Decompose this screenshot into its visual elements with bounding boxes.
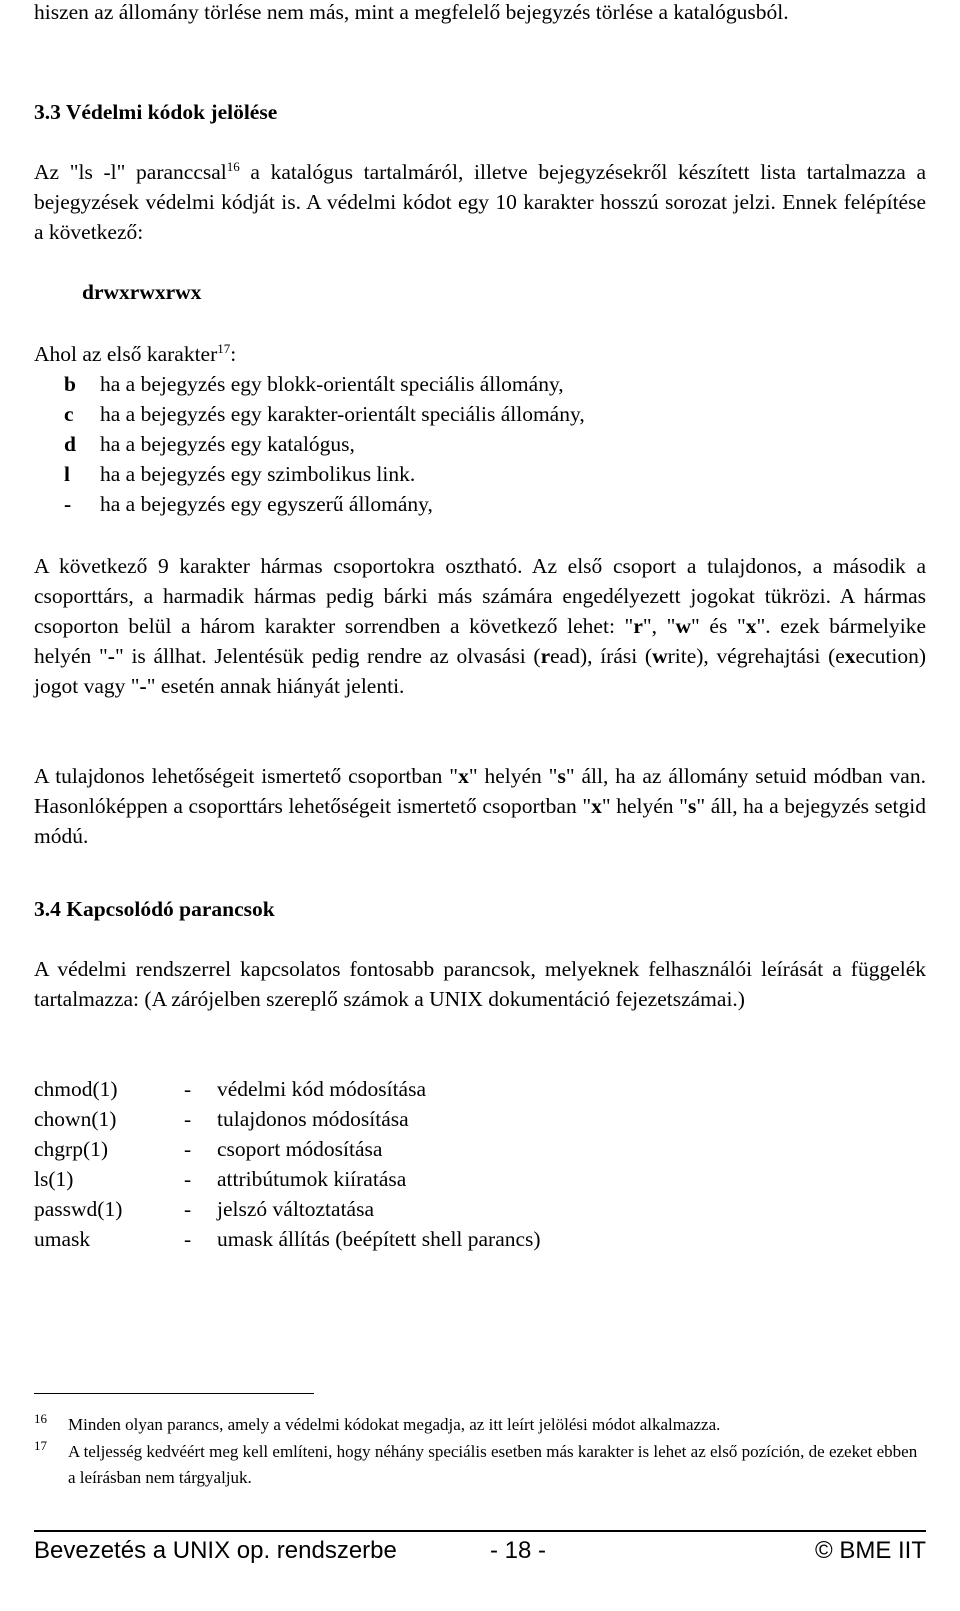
write-bold: w bbox=[652, 644, 668, 668]
section-3-4-paragraph: A védelmi rendszerrel kapcsolatos fontosabb parancsok, melyeknek felhasználói leírását a függelék tartalmazza: (A zárójelben szereplő számok a UNIX dokumentáció fejezetszámai.) bbox=[34, 957, 926, 1011]
para1-text-b: a katalógus tartalmáról, illetve bejegyzésekről készített lista tartalmazza a bejegyzések védelmi kódját is. A védelmi kódot egy 10 karakter hosszú sorozat jelzi. Ennek felépítése a következő: bbox=[34, 160, 926, 244]
para2-text: " is állhat. Jelentésük pedig rendre az olvasási ( bbox=[114, 644, 541, 668]
command-name: passwd(1) bbox=[34, 1197, 123, 1221]
file-type-char: b bbox=[64, 372, 76, 396]
file-type-desc: ha a bejegyzés egy blokk-orientált speciális állomány, bbox=[100, 372, 564, 396]
command-name: ls(1) bbox=[34, 1167, 74, 1191]
x-letter: x bbox=[458, 764, 469, 788]
file-type-char: - bbox=[64, 492, 72, 516]
file-type-row-l bbox=[64, 459, 415, 489]
exec-bold: x bbox=[844, 644, 856, 668]
file-type-row-dash bbox=[64, 489, 433, 519]
command-dash: - bbox=[184, 1197, 192, 1221]
command-desc: csoport módosítása bbox=[217, 1137, 383, 1161]
para3-text: " helyén " bbox=[468, 764, 558, 788]
para3-text: " áll, ha az állomány setuid módban van. Hasonlóképpen a csoporttárs lehetőségeit ismertető csoportban " bbox=[34, 764, 926, 818]
command-row bbox=[34, 1104, 409, 1134]
dash-letter: - bbox=[107, 644, 115, 668]
para3-text: " áll, ha a bejegyzés setgid módú. bbox=[34, 794, 926, 848]
read-bold: r bbox=[540, 644, 551, 668]
section-3-3-paragraph-1 bbox=[34, 157, 926, 247]
command-name: chmod(1) bbox=[34, 1077, 118, 1101]
page-footer bbox=[34, 1537, 926, 1567]
command-desc: tulajdonos módosítása bbox=[217, 1107, 409, 1131]
section-3-3-paragraph-2 bbox=[34, 551, 926, 701]
first-char-intro-text: Ahol az első karakter bbox=[34, 342, 218, 366]
intro-paragraph-tail: hiszen az állomány törlése nem más, mint a megfelelő bejegyzés törlése a katalógusból. bbox=[34, 0, 789, 24]
footer-title: Bevezetés a UNIX op. rendszerbe bbox=[34, 1537, 397, 1564]
footnote-text: Minden olyan parancs, amely a védelmi kódokat megadja, az itt leírt jelölési módot alkalmazza. bbox=[68, 1415, 721, 1434]
footnote-number: 16 bbox=[34, 1411, 47, 1426]
command-dash: - bbox=[184, 1167, 192, 1191]
write-letter: w bbox=[675, 614, 691, 638]
read-letter: r bbox=[633, 614, 643, 638]
command-row bbox=[34, 1164, 406, 1194]
command-desc: jelszó változtatása bbox=[217, 1197, 374, 1221]
command-name: chgrp(1) bbox=[34, 1137, 109, 1161]
footnote-ref-17: 17 bbox=[217, 340, 231, 356]
para2-text: A következő 9 karakter hármas csoportokra osztható. Az első csoport a tulajdonos, a második a csoporttárs, a harmadik hármas pedig bárki más számára engedélyezett jogokat tükrözi. A hármas csoporton belül a három karakter sorrendben a következő lehet: " bbox=[34, 554, 926, 638]
permission-code-example: drwxrwxrwx bbox=[82, 280, 202, 304]
para2-text: ecution) jogot vagy " bbox=[34, 644, 926, 698]
footnote-separator bbox=[34, 1393, 314, 1394]
file-type-char: l bbox=[64, 462, 70, 486]
section-heading-3-4: 3.4 Kapcsolódó parancsok bbox=[34, 897, 275, 921]
footnote-17 bbox=[34, 1439, 926, 1491]
s-letter: s bbox=[687, 794, 697, 818]
para1-text-a: Az "ls -l" paranccsal bbox=[34, 160, 227, 184]
command-row bbox=[34, 1194, 374, 1224]
command-dash: - bbox=[184, 1107, 192, 1131]
command-row bbox=[34, 1134, 382, 1164]
section-heading-3-3: 3.3 Védelmi kódok jelölése bbox=[34, 100, 278, 124]
para3-text: A tulajdonos lehetőségeit ismertető csoportban " bbox=[34, 764, 459, 788]
para2-text: rite), végrehajtási (e bbox=[667, 644, 845, 668]
para2-text: " és " bbox=[691, 614, 746, 638]
file-type-desc: ha a bejegyzés egy egyszerű állomány, bbox=[100, 492, 433, 516]
para2-text: ead), írási ( bbox=[550, 644, 653, 668]
file-type-desc: ha a bejegyzés egy karakter-orientált speciális állomány, bbox=[100, 402, 585, 426]
first-char-colon: : bbox=[230, 342, 237, 366]
footnote-ref-16: 16 bbox=[226, 158, 240, 174]
command-name: umask bbox=[34, 1227, 91, 1251]
para2-text: ", " bbox=[642, 614, 676, 638]
section-3-3-paragraph-3 bbox=[34, 761, 926, 851]
footnote-16 bbox=[34, 1412, 926, 1438]
dash-bold: - bbox=[139, 674, 147, 698]
command-desc: védelmi kód módosítása bbox=[217, 1077, 426, 1101]
file-type-row-b bbox=[64, 369, 564, 399]
para2-text: ". ezek bármelyike helyén " bbox=[34, 614, 926, 668]
file-type-desc: ha a bejegyzés egy katalógus, bbox=[100, 432, 355, 456]
exec-letter: x bbox=[745, 614, 757, 638]
para3-text: " helyén " bbox=[601, 794, 688, 818]
command-dash: - bbox=[184, 1137, 192, 1161]
footnote-number: 17 bbox=[34, 1438, 47, 1453]
command-dash: - bbox=[184, 1077, 192, 1101]
footer-copyright: © BME IIT bbox=[814, 1537, 926, 1564]
command-name: chown(1) bbox=[34, 1107, 117, 1131]
footnote-text: A teljesség kedvéért meg kell említeni, hogy néhány speciális esetben más karakter is lehet az első pozíción, de ezeket ebben a leírásban nem tárgyaljuk. bbox=[68, 1442, 918, 1487]
file-type-char: d bbox=[64, 432, 76, 456]
command-row bbox=[34, 1224, 541, 1254]
first-char-intro bbox=[34, 339, 926, 369]
footer-separator bbox=[34, 1530, 926, 1532]
command-desc: attribútumok kiíratása bbox=[217, 1167, 407, 1191]
page-number: - 18 - bbox=[490, 1537, 547, 1564]
file-type-desc: ha a bejegyzés egy szimbolikus link. bbox=[100, 462, 416, 486]
command-desc: umask állítás (beépített shell parancs) bbox=[217, 1227, 541, 1251]
x-letter: x bbox=[591, 794, 602, 818]
file-type-char: c bbox=[64, 402, 74, 426]
file-type-row-c bbox=[64, 399, 585, 429]
command-row bbox=[34, 1074, 426, 1104]
s-letter: s bbox=[557, 764, 566, 788]
para2-text: " esetén annak hiányát jelenti. bbox=[146, 674, 405, 698]
file-type-row-d bbox=[64, 429, 355, 459]
command-dash: - bbox=[184, 1227, 192, 1251]
